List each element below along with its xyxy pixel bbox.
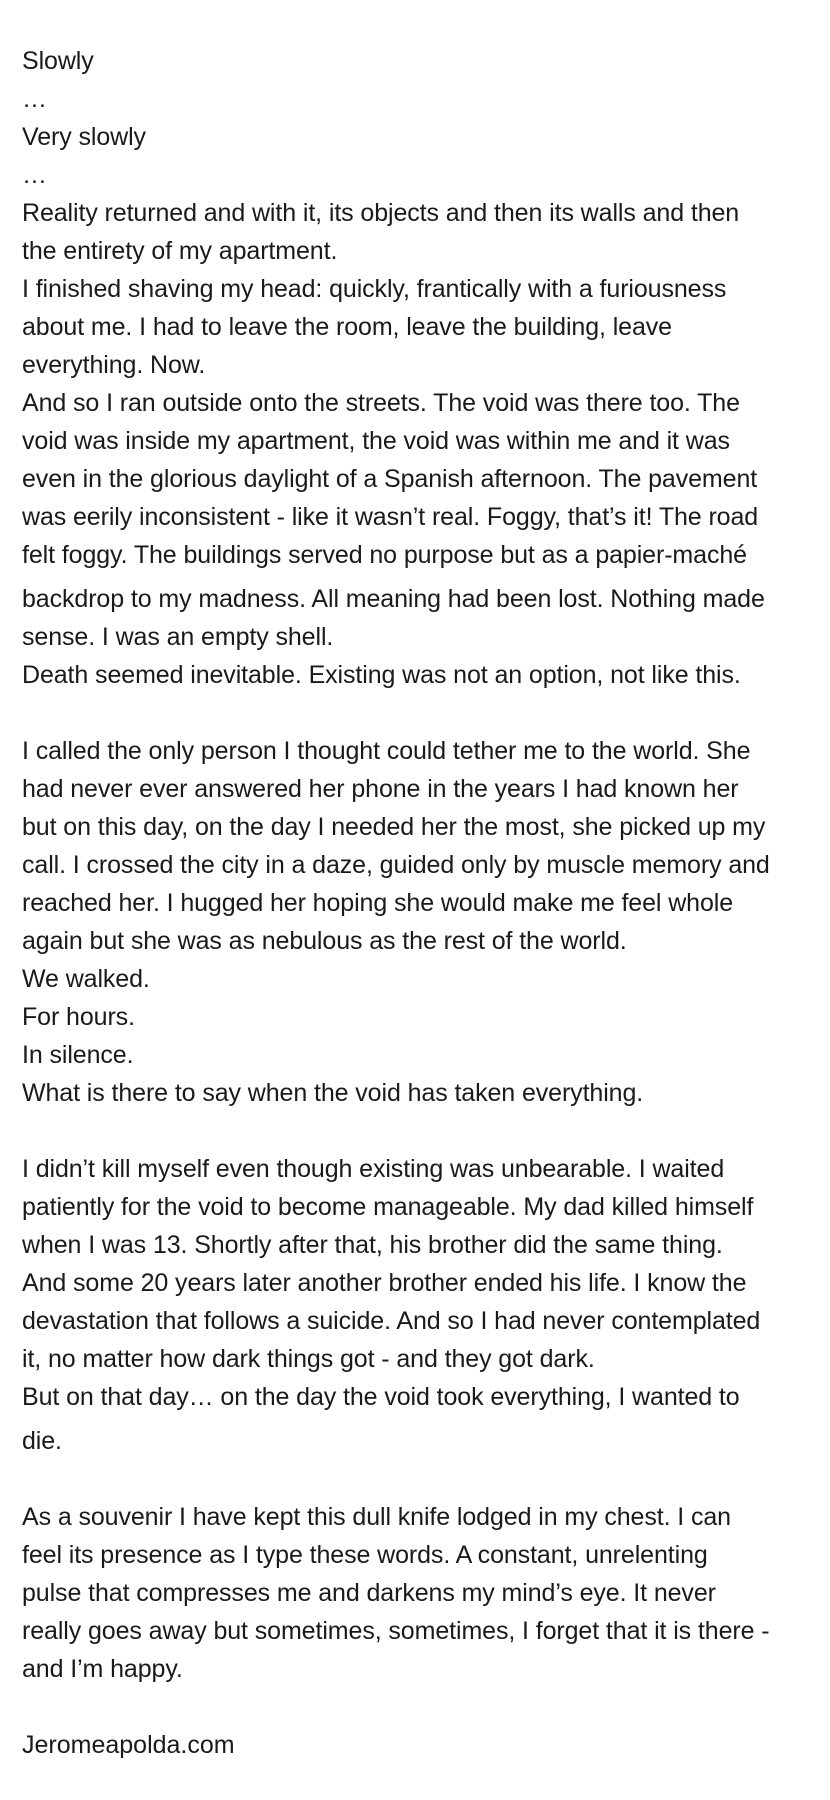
- intro-block: [22, 42, 822, 194]
- text-line: Slowly: [22, 47, 94, 75]
- text-line: I finished shaving my head: quickly, frantically with a furiousness: [22, 275, 727, 303]
- website-footer: Jeromeapolda.com: [22, 1731, 235, 1759]
- paragraph-gap: [22, 1460, 822, 1498]
- paragraph-3: [22, 1150, 822, 1460]
- text-line: everything. Now.: [22, 351, 206, 379]
- text-line: I didn’t kill myself even though existing was unbearable. I waited: [22, 1155, 725, 1183]
- text-line: felt foggy. The buildings served no purpose but as a papier-maché: [22, 541, 747, 569]
- text-line: it, no matter how dark things got - and they got dark.: [22, 1345, 595, 1373]
- text-line: We walked.: [22, 965, 150, 993]
- text-line: call. I crossed the city in a daze, guided only by muscle memory and: [22, 851, 770, 879]
- text-line: but on this day, on the day I needed her the most, she picked up my: [22, 813, 766, 841]
- text-line: had never ever answered her phone in the years I had known her: [22, 775, 739, 803]
- text-line: sense. I was an empty shell.: [22, 623, 334, 651]
- paragraph-1: [22, 194, 822, 694]
- text-line: void was inside my apartment, the void was within me and it was: [22, 427, 730, 455]
- text-line: In silence.: [22, 1041, 134, 1069]
- document-body: [22, 42, 822, 1764]
- paragraph-2: [22, 732, 822, 1112]
- text-line: the entirety of my apartment.: [22, 237, 338, 265]
- text-line: and I’m happy.: [22, 1655, 183, 1683]
- text-line: really goes away but sometimes, sometimes, I forget that it is there -: [22, 1617, 770, 1645]
- text-line: when I was 13. Shortly after that, his brother did the same thing.: [22, 1231, 723, 1259]
- text-line: And some 20 years later another brother ended his life. I know the: [22, 1269, 747, 1297]
- text-line: Death seemed inevitable. Existing was not an option, not like this.: [22, 661, 741, 689]
- text-line: reached her. I hugged her hoping she would make me feel whole: [22, 889, 734, 917]
- paragraph-gap: [22, 1112, 822, 1150]
- paragraph-4: [22, 1498, 822, 1688]
- text-line: feel its presence as I type these words. A constant, unrelenting: [22, 1541, 708, 1569]
- text-line: backdrop to my madness. All meaning had been lost. Nothing made: [22, 585, 765, 613]
- text-line: again but she was as nebulous as the rest of the world.: [22, 927, 627, 955]
- text-line: For hours.: [22, 1003, 135, 1031]
- text-line: pulse that compresses me and darkens my mind’s eye. It never: [22, 1579, 716, 1607]
- text-line: …: [22, 85, 47, 113]
- text-line: devastation that follows a suicide. And so I had never contemplated: [22, 1307, 761, 1335]
- text-line: even in the glorious daylight of a Spanish afternoon. The pavement: [22, 465, 758, 493]
- text-line: was eerily inconsistent - like it wasn’t real. Foggy, that’s it! The road: [22, 503, 759, 531]
- text-line: die.: [22, 1427, 62, 1455]
- text-line: What is there to say when the void has taken everything.: [22, 1079, 644, 1107]
- text-line: about me. I had to leave the room, leave the building, leave: [22, 313, 672, 341]
- text-line: …: [22, 161, 47, 189]
- text-line: And so I ran outside onto the streets. The void was there too. The: [22, 389, 740, 417]
- text-line: Reality returned and with it, its objects and then its walls and then: [22, 199, 740, 227]
- paragraph-gap: [22, 694, 822, 732]
- text-line: Very slowly: [22, 123, 146, 151]
- text-line: As a souvenir I have kept this dull knife lodged in my chest. I can: [22, 1503, 731, 1531]
- text-line: But on that day… on the day the void took everything, I wanted to: [22, 1383, 740, 1411]
- text-line: patiently for the void to become manageable. My dad killed himself: [22, 1193, 754, 1221]
- paragraph-gap: [22, 1688, 822, 1726]
- text-line: I called the only person I thought could tether me to the world. She: [22, 737, 751, 765]
